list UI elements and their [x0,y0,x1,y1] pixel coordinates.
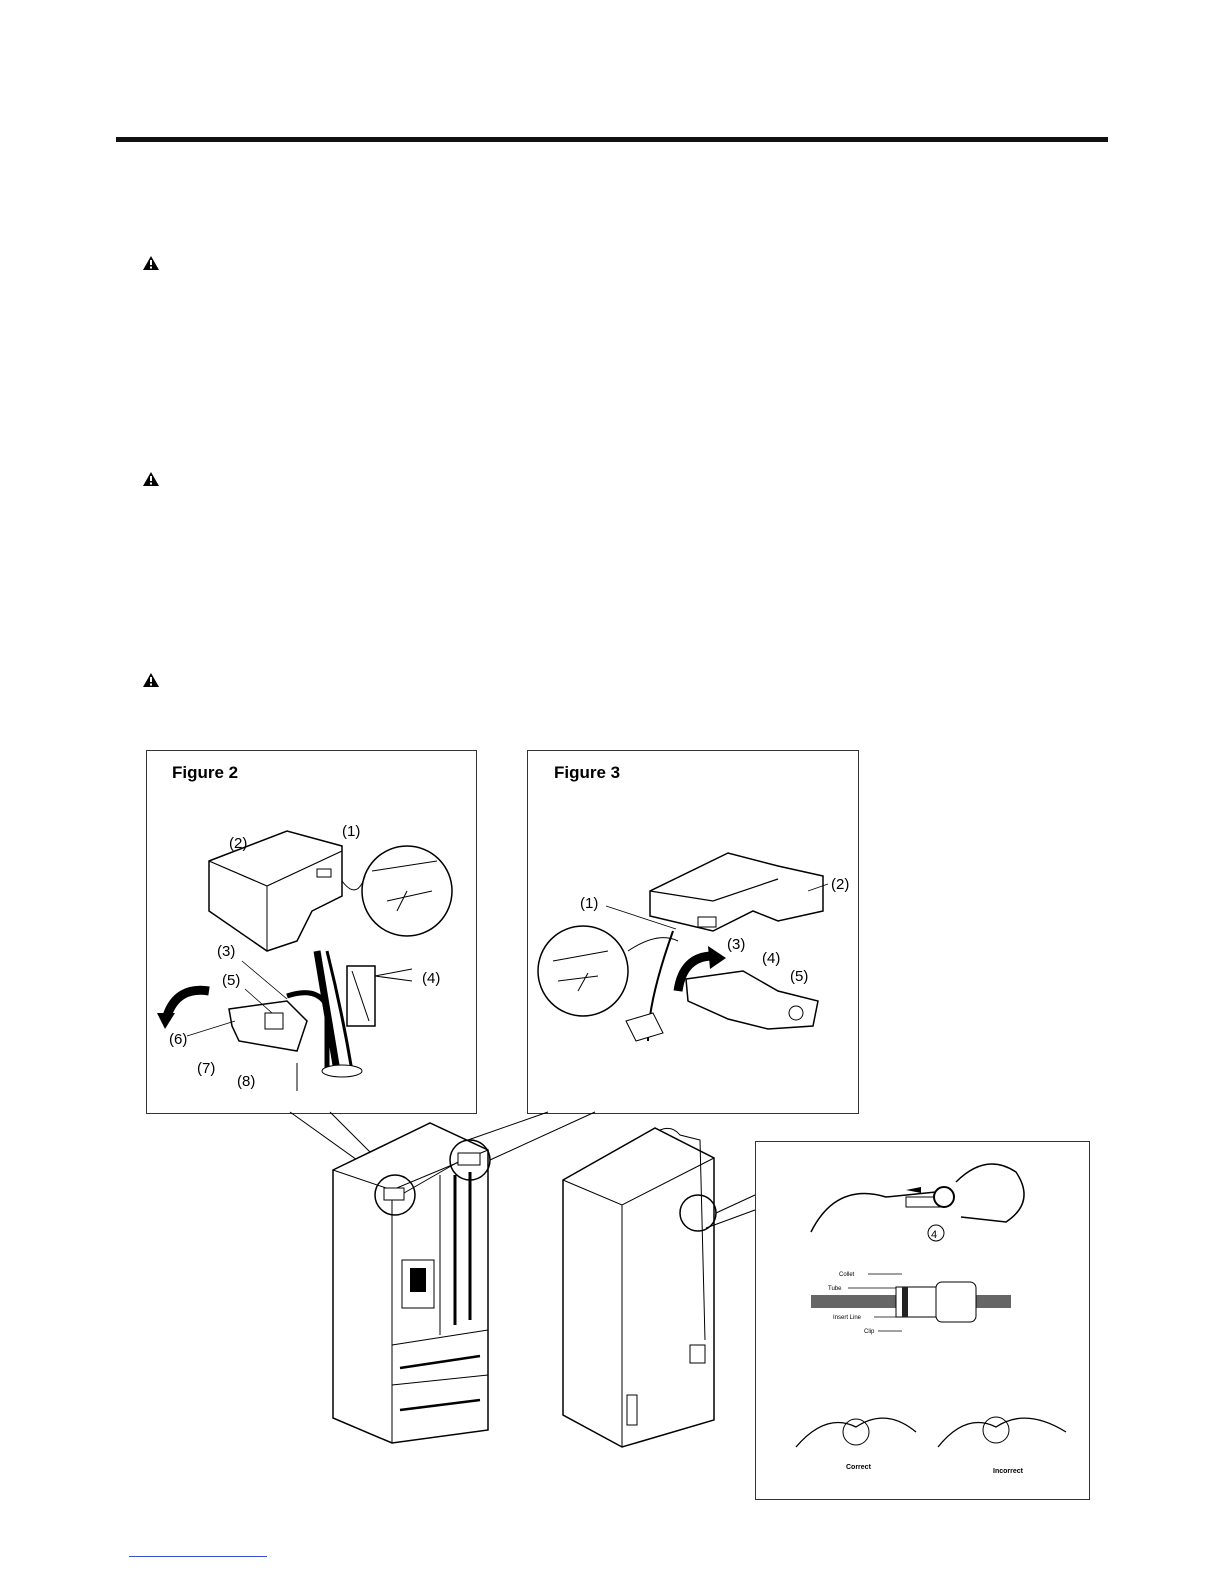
tube-label: Tube [828,1286,842,1292]
callout-4: (4) [422,970,441,987]
figure-3-panel [527,750,859,1114]
header-rule [116,137,1108,142]
callout-5: (5) [790,968,809,985]
fitting-detail-panel [755,1141,1090,1500]
figure-3-title: Figure 3 [554,763,621,782]
callout-3: (3) [727,936,746,953]
callout-7: (7) [197,1060,216,1077]
callout-1: (1) [342,823,361,840]
fitting-detail-illustration [756,1142,1089,1499]
clip-label: Clip [864,1329,875,1335]
callout-8: (8) [237,1073,256,1090]
bottom-link-underline [129,1556,267,1557]
callout-2: (2) [831,876,850,893]
figure-2-panel [146,750,477,1114]
callout-1: (1) [580,895,599,912]
callout-6: (6) [169,1031,188,1048]
callout-4: 4 [931,1229,938,1241]
warning-icon [143,472,159,486]
callout-2: (2) [229,835,248,852]
correct-label: Correct [846,1464,871,1471]
incorrect-label: Incorrect [993,1468,1023,1475]
figure-3-illustration [528,751,858,1113]
warning-icon [143,256,159,270]
callout-4: (4) [762,950,781,967]
collet-label: Collet [839,1272,855,1278]
figure-2-title: Figure 2 [172,763,239,782]
figure-2-illustration [147,751,476,1113]
insert-line-label: Insert Line [833,1315,862,1321]
callout-5: (5) [222,972,241,989]
callout-3: (3) [217,943,236,960]
warning-icon [143,673,159,687]
